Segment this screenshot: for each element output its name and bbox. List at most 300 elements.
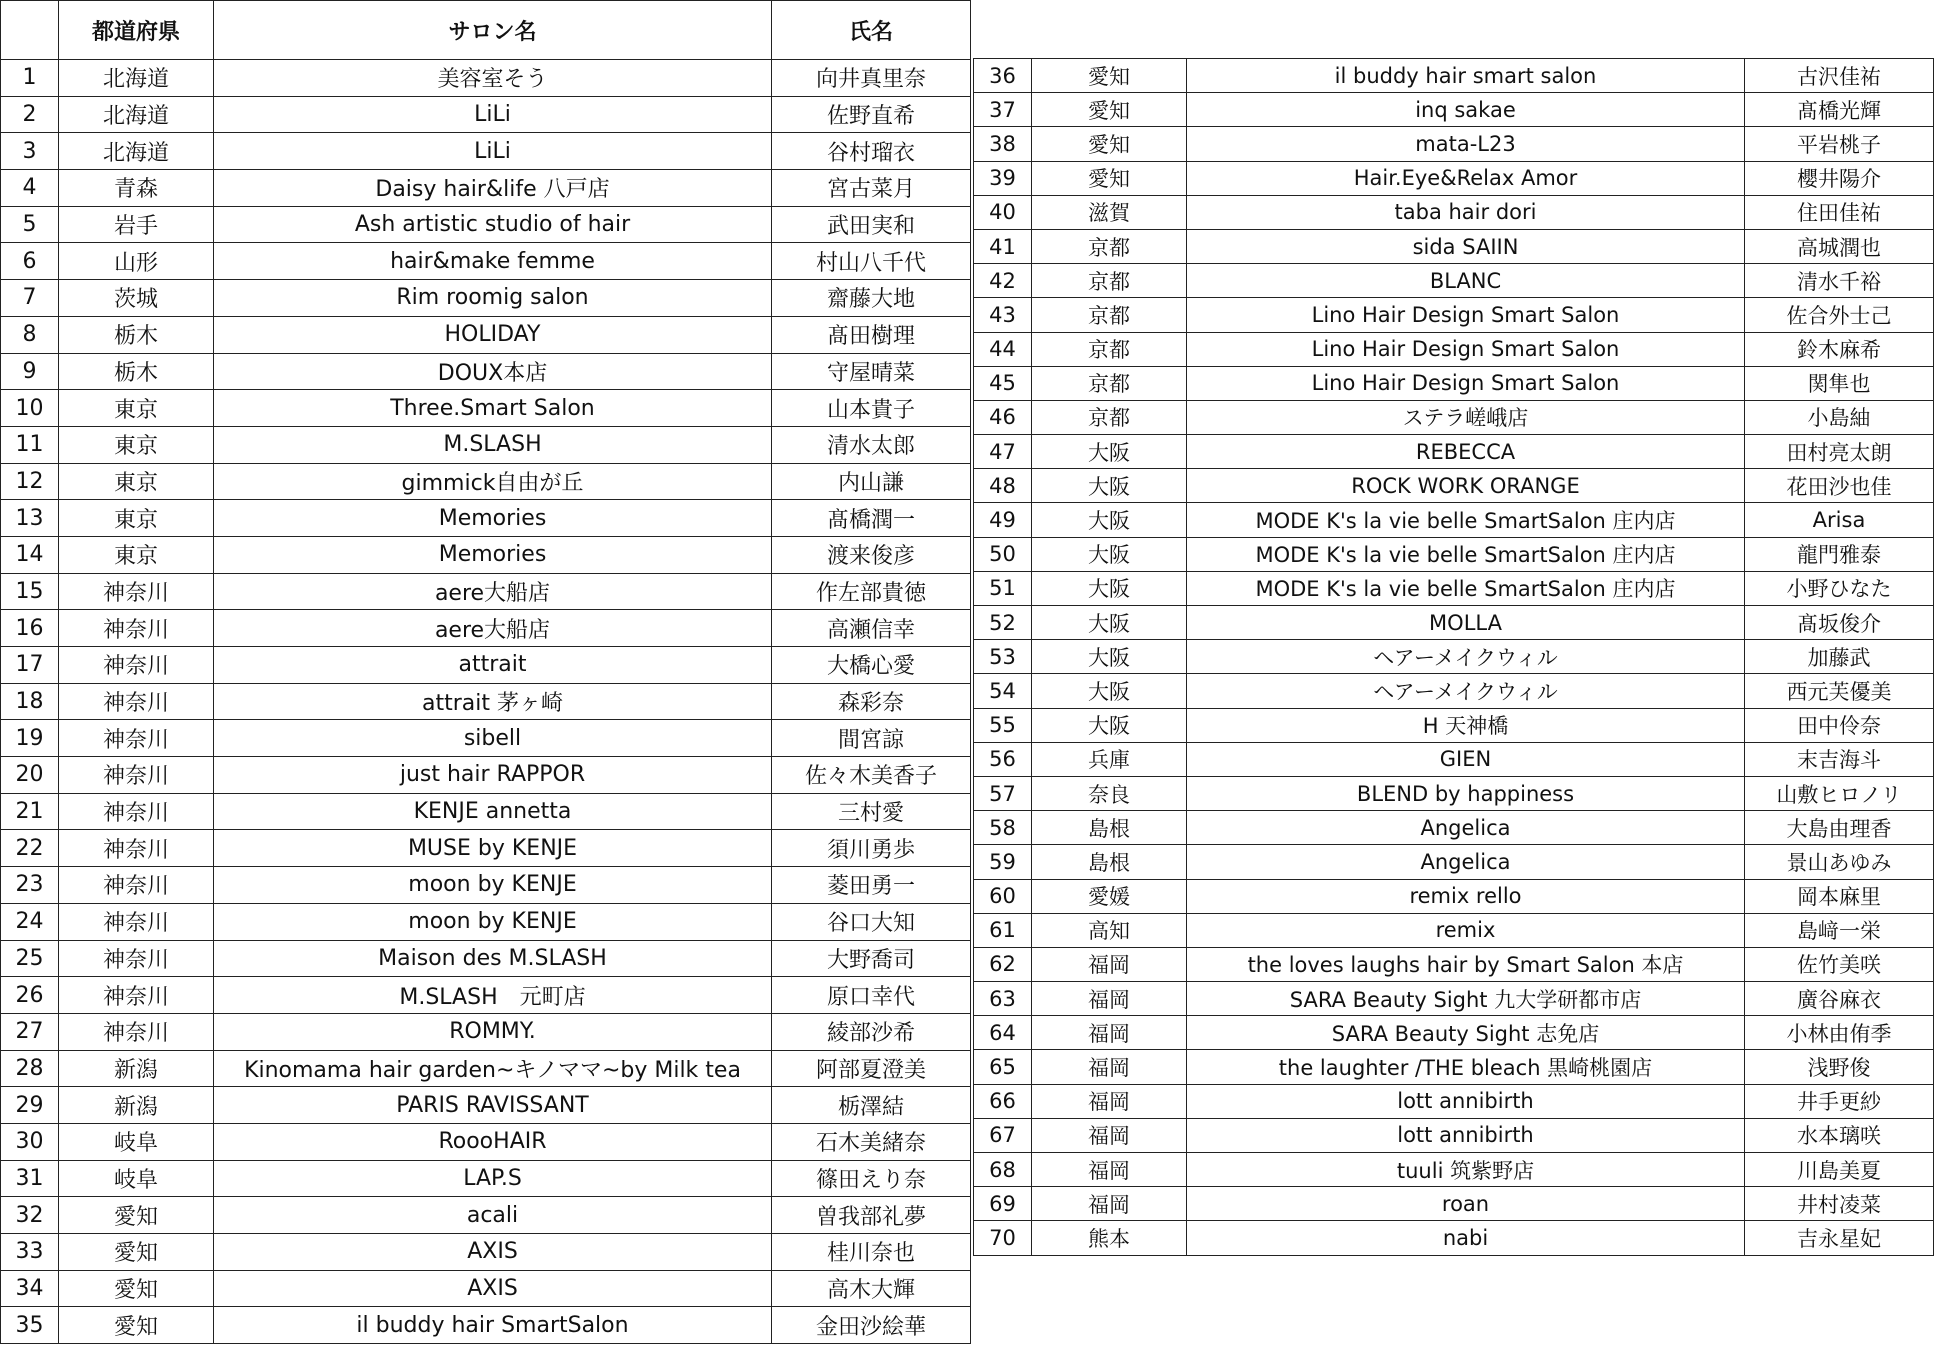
table-row [974,640,1934,674]
table-row [1,1050,971,1087]
row-prefecture: 神奈川 [59,720,214,757]
row-salon-name: DOUX本店 [214,353,772,390]
row-salon-name: Maison des M.SLASH [214,940,772,977]
row-salon-name: ROMMY. [214,1013,772,1050]
row-person-name: 景山あゆみ [1745,845,1934,879]
row-person-name: 佐々木美香子 [772,757,971,794]
row-person-name: 島﨑一栄 [1745,913,1934,947]
row-salon-name: MODE K's la vie belle SmartSalon 庄内店 [1187,537,1745,571]
row-number: 19 [1,720,59,757]
row-number: 62 [974,947,1032,981]
table-row [974,1084,1934,1118]
row-person-name: 渡来俊彦 [772,536,971,573]
row-number: 26 [1,977,59,1014]
row-prefecture: 新潟 [59,1050,214,1087]
row-prefecture: 大阪 [1032,640,1187,674]
row-number: 69 [974,1187,1032,1221]
table-row [974,879,1934,913]
row-prefecture: 山形 [59,243,214,280]
row-number: 43 [974,298,1032,332]
row-prefecture: 神奈川 [59,867,214,904]
row-salon-name: hair&make femme [214,243,772,280]
row-prefecture: 青森 [59,170,214,207]
row-number: 5 [1,206,59,243]
row-number: 11 [1,426,59,463]
row-salon-name: Lino Hair Design Smart Salon [1187,298,1745,332]
row-salon-name: taba hair dori [1187,195,1745,229]
row-number: 60 [974,879,1032,913]
row-person-name: 阿部夏澄美 [772,1050,971,1087]
table-row [1,60,971,97]
row-salon-name: LAP.S [214,1160,772,1197]
table-row [974,811,1934,845]
row-salon-name: lott annibirth [1187,1084,1745,1118]
table-row [1,940,971,977]
row-prefecture: 北海道 [59,60,214,97]
row-salon-name: tuuli 筑紫野店 [1187,1153,1745,1187]
table-row [1,647,971,684]
row-salon-name: H 天神橋 [1187,708,1745,742]
row-prefecture: 愛知 [59,1270,214,1307]
row-salon-name: LiLi [214,133,772,170]
row-person-name: 曽我部礼夢 [772,1197,971,1234]
table-row [1,720,971,757]
row-person-name: 篠田えり奈 [772,1160,971,1197]
row-number: 16 [1,610,59,647]
table-row [1,390,971,427]
row-number: 35 [1,1307,59,1344]
row-number: 8 [1,316,59,353]
row-person-name: 髙坂俊介 [1745,606,1934,640]
row-number: 59 [974,845,1032,879]
row-person-name: 綾部沙希 [772,1013,971,1050]
row-salon-name: Angelica [1187,845,1745,879]
row-prefecture: 神奈川 [59,610,214,647]
table-row [974,1118,1934,1152]
row-number: 12 [1,463,59,500]
table-row [1,500,971,537]
row-number: 63 [974,982,1032,1016]
row-number: 48 [974,469,1032,503]
header-row [1,1,971,60]
row-salon-name: Angelica [1187,811,1745,845]
row-number: 9 [1,353,59,390]
row-number: 37 [974,93,1032,127]
table-row [974,503,1934,537]
row-number: 49 [974,503,1032,537]
row-prefecture: 滋賀 [1032,195,1187,229]
table-row [1,316,971,353]
row-prefecture: 福岡 [1032,947,1187,981]
row-salon-name: Three.Smart Salon [214,390,772,427]
row-person-name: 間宮諒 [772,720,971,757]
row-salon-name: GIEN [1187,742,1745,776]
row-person-name: 佐合外士己 [1745,298,1934,332]
row-prefecture: 愛知 [1032,59,1187,93]
table-row [1,280,971,317]
row-salon-name: attrait [214,647,772,684]
row-number: 27 [1,1013,59,1050]
table-row [974,708,1934,742]
row-prefecture: 東京 [59,426,214,463]
row-salon-name: just hair RAPPOR [214,757,772,794]
row-number: 22 [1,830,59,867]
row-salon-name: nabi [1187,1221,1745,1255]
table-row [1,757,971,794]
row-salon-name: MODE K's la vie belle SmartSalon 庄内店 [1187,571,1745,605]
row-prefecture: 岩手 [59,206,214,243]
table-row [1,793,971,830]
row-prefecture: 福岡 [1032,1016,1187,1050]
table-row [974,571,1934,605]
row-number: 45 [974,366,1032,400]
row-number: 40 [974,195,1032,229]
table-row [974,1187,1934,1221]
table-row [1,170,971,207]
row-prefecture: 新潟 [59,1087,214,1124]
row-person-name: 高木大輝 [772,1270,971,1307]
table-row [974,400,1934,434]
row-person-name: 末吉海斗 [1745,742,1934,776]
row-number: 39 [974,161,1032,195]
row-prefecture: 栃木 [59,353,214,390]
row-prefecture: 神奈川 [59,903,214,940]
row-number: 2 [1,96,59,133]
row-prefecture: 大阪 [1032,708,1187,742]
row-prefecture: 神奈川 [59,647,214,684]
row-person-name: 小野ひなた [1745,571,1934,605]
row-number: 41 [974,229,1032,263]
row-number: 53 [974,640,1032,674]
row-number: 66 [974,1084,1032,1118]
table-row [1,536,971,573]
row-prefecture: 福岡 [1032,1153,1187,1187]
row-person-name: 高瀬信幸 [772,610,971,647]
row-prefecture: 福岡 [1032,1187,1187,1221]
table-row [1,903,971,940]
row-prefecture: 岐阜 [59,1160,214,1197]
participant-table-left [0,0,971,1344]
row-salon-name: ステラ嵯峨店 [1187,400,1745,434]
row-salon-name: MUSE by KENJE [214,830,772,867]
row-prefecture: 北海道 [59,96,214,133]
row-person-name: 菱田勇一 [772,867,971,904]
row-prefecture: 東京 [59,463,214,500]
row-prefecture: 大阪 [1032,503,1187,537]
row-salon-name: aere大船店 [214,573,772,610]
row-prefecture: 神奈川 [59,830,214,867]
row-number: 24 [1,903,59,940]
row-prefecture: 茨城 [59,280,214,317]
row-prefecture: 愛知 [59,1307,214,1344]
row-salon-name: sibell [214,720,772,757]
row-number: 34 [1,1270,59,1307]
table-row [974,195,1934,229]
row-prefecture: 神奈川 [59,977,214,1014]
row-person-name: 田村亮太朗 [1745,435,1934,469]
table-row [974,845,1934,879]
table-row [974,298,1934,332]
row-prefecture: 愛媛 [1032,879,1187,913]
row-person-name: 岡本麻里 [1745,879,1934,913]
table-row [974,1050,1934,1084]
row-prefecture: 神奈川 [59,573,214,610]
row-salon-name: Memories [214,500,772,537]
row-prefecture: 大阪 [1032,571,1187,605]
row-number: 3 [1,133,59,170]
row-salon-name: KENJE annetta [214,793,772,830]
row-salon-name: LiLi [214,96,772,133]
row-person-name: 小林由侑季 [1745,1016,1934,1050]
row-number: 31 [1,1160,59,1197]
row-salon-name: gimmick自由が丘 [214,463,772,500]
row-salon-name: remix [1187,913,1745,947]
row-number: 51 [974,571,1032,605]
row-number: 15 [1,573,59,610]
row-prefecture: 京都 [1032,332,1187,366]
row-prefecture: 神奈川 [59,683,214,720]
table-row [1,1013,971,1050]
row-person-name: 小島紬 [1745,400,1934,434]
row-number: 33 [1,1234,59,1271]
row-number: 57 [974,776,1032,810]
row-person-name: 清水太郎 [772,426,971,463]
row-person-name: 栃澤結 [772,1087,971,1124]
table-row [1,353,971,390]
row-number: 70 [974,1221,1032,1255]
table-row [974,161,1934,195]
row-prefecture: 東京 [59,390,214,427]
table-row [1,683,971,720]
table-row [1,133,971,170]
row-person-name: 作左部貴徳 [772,573,971,610]
row-person-name: 髙橋光輝 [1745,93,1934,127]
row-prefecture: 大阪 [1032,606,1187,640]
row-person-name: 清水千裕 [1745,264,1934,298]
header-salon-name: サロン名 [214,1,772,60]
row-salon-name: ROCK WORK ORANGE [1187,469,1745,503]
row-salon-name: acali [214,1197,772,1234]
row-number: 18 [1,683,59,720]
table-row [974,229,1934,263]
row-prefecture: 東京 [59,500,214,537]
row-prefecture: 神奈川 [59,940,214,977]
row-prefecture: 島根 [1032,811,1187,845]
row-prefecture: 福岡 [1032,1050,1187,1084]
row-prefecture: 大阪 [1032,435,1187,469]
row-person-name: 田中伶奈 [1745,708,1934,742]
row-number: 17 [1,647,59,684]
table-row [974,469,1934,503]
row-number: 4 [1,170,59,207]
row-number: 25 [1,940,59,977]
row-person-name: 高城潤也 [1745,229,1934,263]
row-number: 30 [1,1123,59,1160]
row-prefecture: 京都 [1032,366,1187,400]
row-person-name: 宮古菜月 [772,170,971,207]
row-number: 42 [974,264,1032,298]
table-row [1,977,971,1014]
row-person-name: 森彩奈 [772,683,971,720]
row-person-name: 佐竹美咲 [1745,947,1934,981]
row-number: 32 [1,1197,59,1234]
row-prefecture: 愛知 [1032,161,1187,195]
row-number: 13 [1,500,59,537]
row-prefecture: 愛知 [1032,93,1187,127]
row-salon-name: SARA Beauty Sight 九大学研都市店 [1187,982,1745,1016]
table-row [974,913,1934,947]
participant-table-right [973,58,1934,1256]
row-person-name: 大橋心愛 [772,647,971,684]
header-person-name: 氏名 [772,1,971,60]
row-number: 28 [1,1050,59,1087]
row-person-name: 古沢佳祐 [1745,59,1934,93]
row-number: 58 [974,811,1032,845]
row-salon-name: MODE K's la vie belle SmartSalon 庄内店 [1187,503,1745,537]
table-row [1,1123,971,1160]
table-row [974,947,1934,981]
row-person-name: 水本璃咲 [1745,1118,1934,1152]
row-salon-name: HOLIDAY [214,316,772,353]
row-salon-name: Hair.Eye&Relax Amor [1187,161,1745,195]
row-person-name: 谷村瑠衣 [772,133,971,170]
row-salon-name: Daisy hair&life 八戸店 [214,170,772,207]
row-prefecture: 福岡 [1032,1084,1187,1118]
row-person-name: 守屋晴菜 [772,353,971,390]
row-number: 68 [974,1153,1032,1187]
row-salon-name: remix rello [1187,879,1745,913]
row-salon-name: roan [1187,1187,1745,1221]
row-person-name: 鈴木麻希 [1745,332,1934,366]
table-row [974,1016,1934,1050]
row-number: 47 [974,435,1032,469]
row-salon-name: RoooHAIR [214,1123,772,1160]
row-person-name: 武田実和 [772,206,971,243]
row-prefecture: 大阪 [1032,469,1187,503]
table-row [1,1307,971,1344]
row-number: 65 [974,1050,1032,1084]
table-row [974,1153,1934,1187]
row-person-name: 花田沙也佳 [1745,469,1934,503]
table-row [1,1234,971,1271]
row-person-name: 村山八千代 [772,243,971,280]
row-person-name: 佐野直希 [772,96,971,133]
row-salon-name: Kinomama hair garden~キノママ~by Milk tea [214,1050,772,1087]
row-salon-name: aere大船店 [214,610,772,647]
row-person-name: 向井真里奈 [772,60,971,97]
row-prefecture: 高知 [1032,913,1187,947]
row-salon-name: BLEND by happiness [1187,776,1745,810]
row-person-name: 石木美緒奈 [772,1123,971,1160]
header-number [1,1,59,60]
table-row [974,264,1934,298]
row-prefecture: 島根 [1032,845,1187,879]
row-prefecture: 愛知 [1032,127,1187,161]
table-row [1,610,971,647]
row-number: 50 [974,537,1032,571]
row-number: 54 [974,674,1032,708]
table-row [974,435,1934,469]
row-salon-name: Memories [214,536,772,573]
row-person-name: 廣谷麻衣 [1745,982,1934,1016]
table-row [1,1197,971,1234]
row-person-name: 髙田樹理 [772,316,971,353]
row-number: 46 [974,400,1032,434]
row-person-name: 原口幸代 [772,977,971,1014]
row-person-name: 吉永星妃 [1745,1221,1934,1255]
row-prefecture: 熊本 [1032,1221,1187,1255]
row-prefecture: 福岡 [1032,982,1187,1016]
table-row [1,573,971,610]
row-number: 44 [974,332,1032,366]
row-person-name: 西元芙優美 [1745,674,1934,708]
row-person-name: 平岩桃子 [1745,127,1934,161]
row-salon-name: SARA Beauty Sight 志免店 [1187,1016,1745,1050]
row-prefecture: 神奈川 [59,793,214,830]
row-person-name: 内山謙 [772,463,971,500]
row-number: 52 [974,606,1032,640]
row-salon-name: Ash artistic studio of hair [214,206,772,243]
row-salon-name: Lino Hair Design Smart Salon [1187,332,1745,366]
table-row [1,1270,971,1307]
row-salon-name: lott annibirth [1187,1118,1745,1152]
row-person-name: 井手更紗 [1745,1084,1934,1118]
row-person-name: 山本貴子 [772,390,971,427]
row-prefecture: 愛知 [59,1197,214,1234]
row-number: 7 [1,280,59,317]
table-row [1,830,971,867]
row-person-name: 関隼也 [1745,366,1934,400]
table-row [974,1221,1934,1255]
row-prefecture: 兵庫 [1032,742,1187,776]
row-person-name: 浅野俊 [1745,1050,1934,1084]
row-salon-name: AXIS [214,1270,772,1307]
row-prefecture: 東京 [59,536,214,573]
row-number: 67 [974,1118,1032,1152]
table-row [974,742,1934,776]
row-person-name: 大野喬司 [772,940,971,977]
row-salon-name: mata-L23 [1187,127,1745,161]
row-prefecture: 大阪 [1032,537,1187,571]
row-prefecture: 京都 [1032,264,1187,298]
row-number: 6 [1,243,59,280]
row-person-name: 谷口大知 [772,903,971,940]
row-person-name: 須川勇歩 [772,830,971,867]
row-salon-name: moon by KENJE [214,903,772,940]
row-person-name: 桂川奈也 [772,1234,971,1271]
row-number: 61 [974,913,1032,947]
table-row [1,243,971,280]
row-number: 56 [974,742,1032,776]
table-row [974,366,1934,400]
row-person-name: 加藤武 [1745,640,1934,674]
table-row [1,1087,971,1124]
row-number: 38 [974,127,1032,161]
row-person-name: 住田佳祐 [1745,195,1934,229]
row-person-name: 齋藤大地 [772,280,971,317]
row-salon-name: 美容室そう [214,60,772,97]
row-number: 10 [1,390,59,427]
row-prefecture: 愛知 [59,1234,214,1271]
row-person-name: 髙橋潤一 [772,500,971,537]
row-prefecture: 栃木 [59,316,214,353]
row-salon-name: the laughter /THE bleach 黒崎桃園店 [1187,1050,1745,1084]
row-salon-name: il buddy hair smart salon [1187,59,1745,93]
row-prefecture: 岐阜 [59,1123,214,1160]
row-salon-name: Lino Hair Design Smart Salon [1187,366,1745,400]
row-salon-name: ヘアーメイクウィル [1187,674,1745,708]
table-row [1,206,971,243]
